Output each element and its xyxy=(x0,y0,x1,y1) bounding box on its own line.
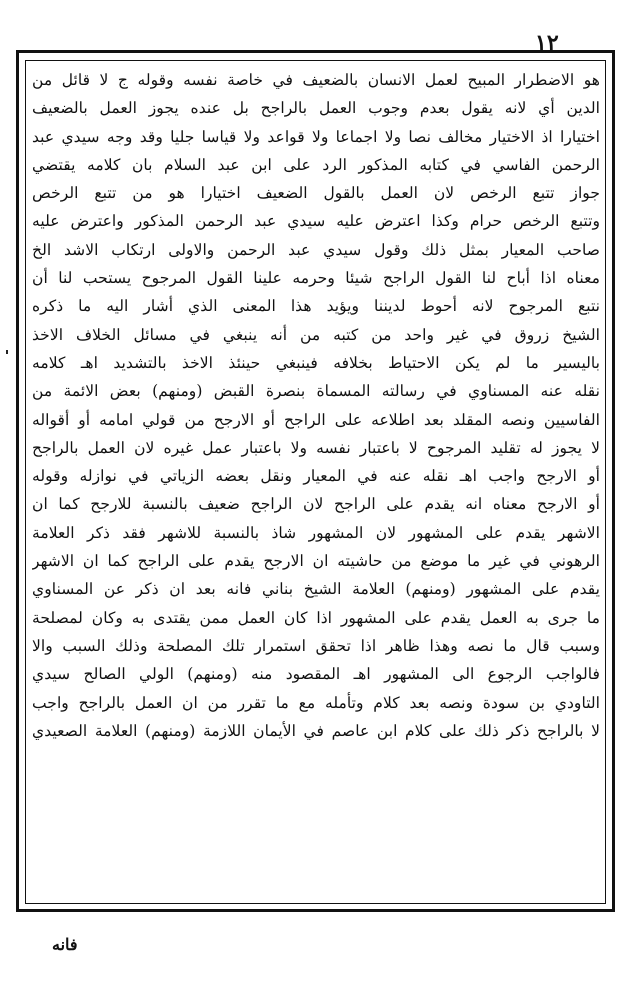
text-line: وسبب قال ما نصه وهذا ظاهر اذا تحقق استمرار تلك المصلحة وذلك السبب والا xyxy=(32,636,600,655)
text-line: فالواجب الرجوع الى المشهور اهـ المقصود منه (ومنهم) الولي الصالح سيدي xyxy=(32,665,600,684)
text-line: اختيارا اذ الاختيار مخالف نصا ولا اجماعا ولا قواعد ولا قياسا جليا وقد وجه سيدي عبد xyxy=(32,127,600,146)
text-line: الرهوني في غير ما موضع من حاشيته ان الارجح يقدم على الراجح كما ان الاشهر xyxy=(32,552,600,571)
text-line: وتتبع الرخص حرام وكذا اعترض عليه سيدي عبد الرحمن المذكور واعترض عليه xyxy=(32,212,600,231)
text-line: لا بالراجح ذكر ذلك على كلام ابن عاصم في الأيمان اللازمة (ومنهم) العلامة الصعيدي xyxy=(32,721,600,740)
text-line: نتبع المرجوح لانه أحوط لديننا ويؤيد هذا المعنى الذي أشار اليه ما ذكره xyxy=(32,297,600,316)
margin-mark xyxy=(6,350,8,354)
page-number: ١٢ xyxy=(535,30,559,56)
text-line: صاحب المعيار بمثل ذلك وقول سيدي عبد الرحمن والاولى ارتكاب الاشد الخ xyxy=(32,240,600,259)
text-line: التاودي بن سودة ونصه بعد كلام وتأمله مع ما تقرر من ان العمل بالراجح واجب xyxy=(32,693,600,712)
text-line: أو الارجح واجب اهـ نقله عنه في المعيار ونقل بعضه الزياتي في نوازله وقوله xyxy=(32,467,600,486)
text-line: هو الاضطرار المبيح لعمل الانسان بالضعيف في خاصة نفسه وقوله ج لا قائل من xyxy=(32,71,600,89)
text-line: لا يجوز له تقليد المرجوح لا باعتبار نفسه ولا باعتبار عمل غيره لان العمل بالراجح xyxy=(32,438,600,457)
text-line: الشيخ زروق في غير واحد من كتبه من أنه ينبغي في مسائل الخلاف الاخذ xyxy=(32,325,600,344)
text-line: الدين أي لانه يقول بعدم وجوب العمل بالراجح بل عنده يجوز العمل بالضعيف xyxy=(32,99,600,118)
text-line: معناه اذا أباح لنا القول الراجح شيئا وحرمه علينا القول المرجوح يستحب لنا أن xyxy=(32,269,600,288)
text-line: يقدم على المشهور (ومنهم) العلامة الشيخ بناني فانه بعد ان ذكر عن المسناوي xyxy=(32,580,600,599)
text-line: الرحمن الفاسي في كتابه المذكور الرد على ابن عبد السلام بان كلامه يقتضي xyxy=(32,155,600,174)
text-line: نقله عنه المسناوي في رسالته المسماة بنصرة القبض (ومنهم) بعض الائمة من xyxy=(32,382,600,401)
body-text xyxy=(32,66,600,745)
text-line: جواز تتبع الرخص لان العمل بالقول الضعيف اختيارا هو من تتبع الرخص xyxy=(32,184,600,203)
text-line: ما جرى به العمل يقدم على المشهور اذا كان العمل ممن يقتدى به وكان لمصلحة xyxy=(32,608,600,627)
text-line: الفاسيين ونصه المقلد بعد اطلاعه على الراجح أو الارجح من قولي امامه أو أقواله xyxy=(32,410,600,429)
text-line: أو الارجح معناه انه يقدم على الراجح لان الراجح ضعيف بالنسبة للارجح كما ان xyxy=(32,495,600,514)
text-line: الاشهر يقدم على المشهور لان المشهور شاذ بالنسبة للاشهر فقد ذكر العلامة xyxy=(32,523,600,542)
catchword: فانه xyxy=(52,935,78,954)
text-line: باليسير ما لم يكن الاحتياط بخلافه فينبغي حينئذ الاخذ بالتشديد اهـ كلامه xyxy=(32,353,600,372)
